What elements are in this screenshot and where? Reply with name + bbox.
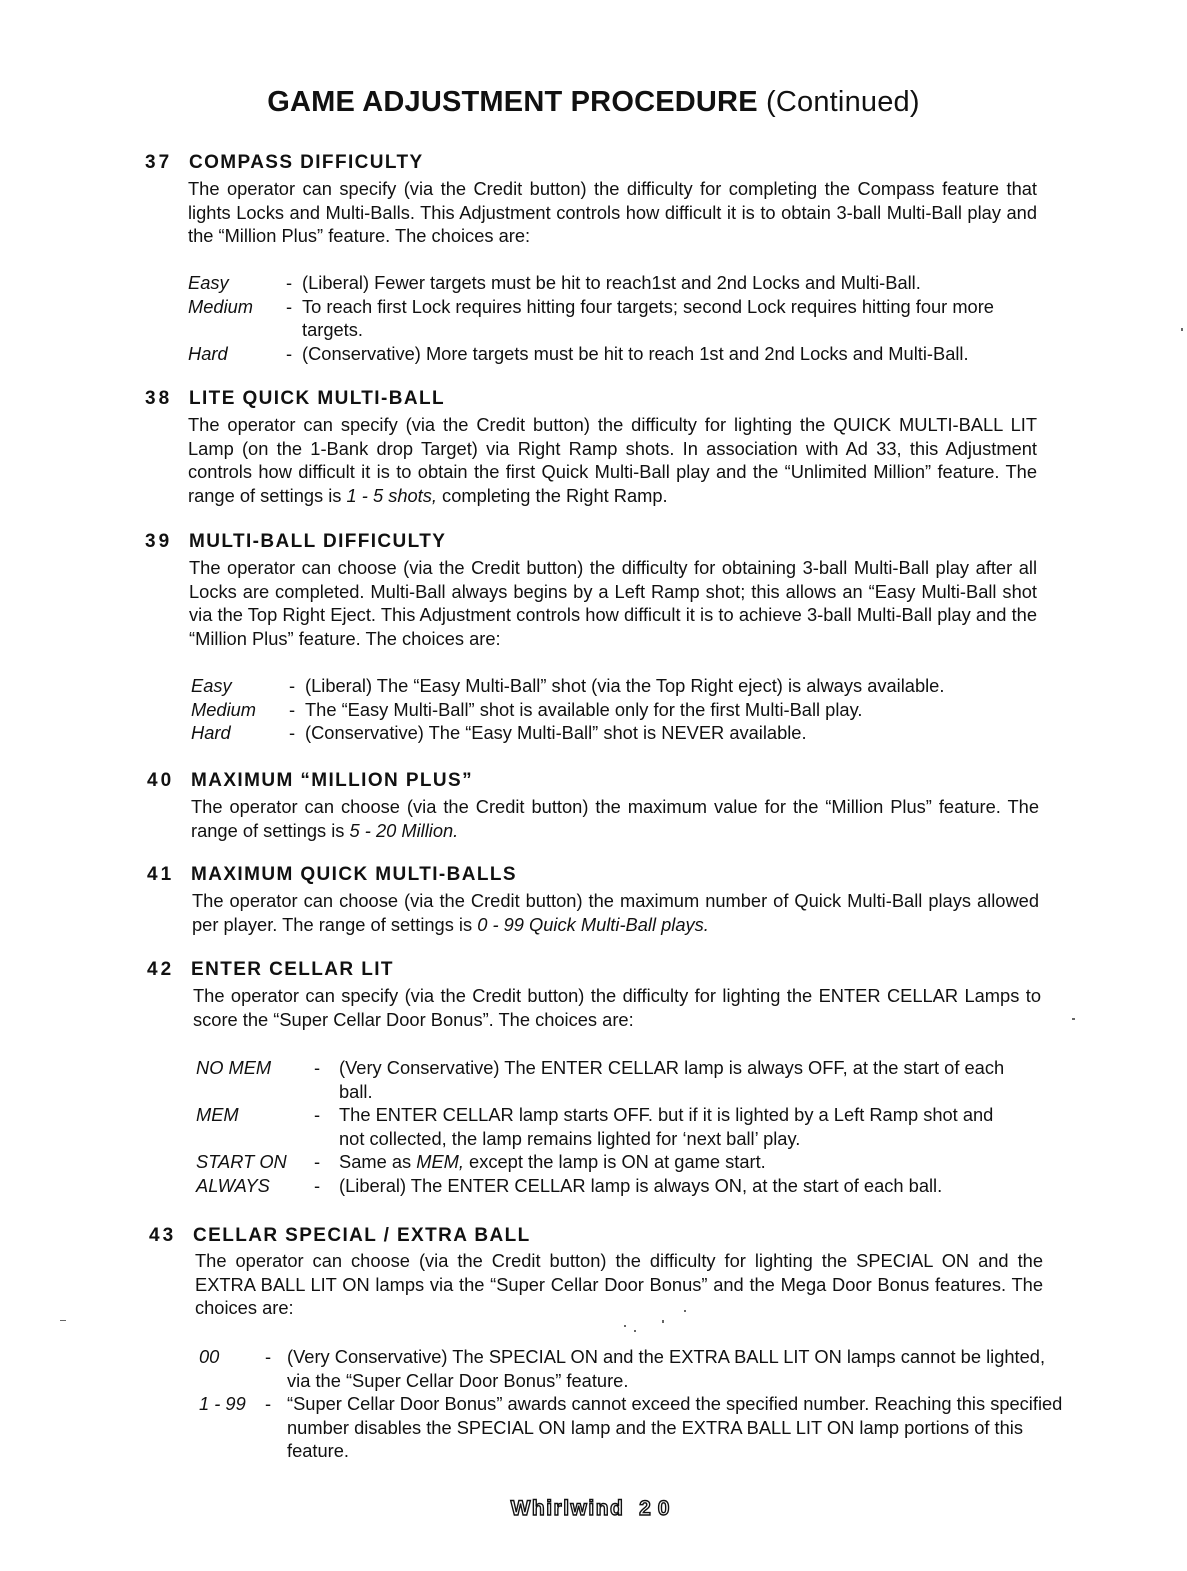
option-row bbox=[196, 1056, 1008, 1103]
body-emphasis: 1 - 5 shots, bbox=[346, 484, 437, 506]
body-emphasis: 0 - 99 Quick Multi-Ball plays. bbox=[477, 913, 709, 935]
footer-game-name: Whirlwind bbox=[510, 1497, 625, 1520]
section-title: COMPASS DIFFICULTY bbox=[189, 152, 424, 173]
section-39-heading bbox=[145, 531, 446, 553]
option-dash: - bbox=[289, 698, 296, 720]
option-desc: (Conservative) The “Easy Multi-Ball” shot is NEVER available. bbox=[305, 722, 807, 743]
section-title: LITE QUICK MULTI-BALL bbox=[189, 388, 445, 409]
scan-speck bbox=[1072, 1018, 1075, 1020]
scan-speck bbox=[662, 1320, 664, 1323]
option-dash: - bbox=[289, 722, 296, 743]
page-title bbox=[0, 86, 1187, 119]
section-38-heading bbox=[145, 388, 445, 410]
option-row bbox=[191, 698, 1041, 722]
option-row bbox=[188, 295, 1043, 342]
option-dash: - bbox=[314, 1174, 321, 1196]
option-key: Hard bbox=[188, 342, 228, 364]
option-dash: - bbox=[314, 1151, 321, 1172]
section-number: 38 bbox=[145, 388, 173, 409]
scan-speck bbox=[624, 1325, 626, 1327]
option-key: Easy bbox=[191, 675, 232, 696]
section-number: 40 bbox=[147, 770, 175, 791]
option-dash: - bbox=[265, 1393, 272, 1414]
section-title: MULTI-BALL DIFFICULTY bbox=[189, 531, 447, 552]
option-desc: “Super Cellar Door Bonus” awards cannot exceed the specified number. Reaching this specified number disables the SPECIAL ON lamp and the EXTRA BALL LIT ON lamp portions of this feature. bbox=[287, 1393, 1063, 1461]
section-41-heading bbox=[147, 864, 517, 886]
section-39-body: The operator can choose (via the Credit button) the difficulty for obtaining 3-ball Multi-Ball play after all Locks are completed. Multi-Ball always begins by a Left Ramp shot; this allows an “Easy Multi-Ball shot via the Top Right Eject. This Adjustment controls how difficult it is to achieve 3-ball Multi-Ball play and the “Million Plus” feature. The choices are: bbox=[189, 557, 1037, 649]
option-desc-emphasis: MEM, bbox=[416, 1151, 464, 1172]
option-row bbox=[191, 721, 1041, 745]
option-row bbox=[199, 1392, 1065, 1463]
section-40-heading bbox=[147, 770, 473, 792]
footer-page-number: 20 bbox=[639, 1497, 677, 1520]
option-dash: - bbox=[286, 295, 293, 317]
option-dash: - bbox=[286, 272, 293, 293]
option-desc: To reach first Lock requires hitting four targets; second Lock requires hitting four more targets. bbox=[302, 295, 994, 340]
section-title: CELLAR SPECIAL / EXTRA BALL bbox=[193, 1225, 531, 1246]
option-desc: The ENTER CELLAR lamp starts OFF. but if it is lighted by a Left Ramp shot and not collected, the lamp remains lighted for ‘next ball’ play. bbox=[339, 1104, 994, 1149]
option-key: Medium bbox=[191, 698, 257, 720]
section-43-heading bbox=[149, 1225, 531, 1247]
option-desc: (Conservative) More targets must be hit to reach 1st and 2nd Locks and Multi-Ball. bbox=[302, 342, 969, 364]
section-40-body bbox=[191, 795, 1039, 842]
option-desc: (Liberal) The “Easy Multi-Ball” shot (via the Top Right eject) is always available. bbox=[305, 675, 945, 696]
option-desc: (Very Conservative) The SPECIAL ON and the EXTRA BALL LIT ON lamps cannot be lighted, via the “Super Cellar Door Bonus” feature. bbox=[287, 1346, 1046, 1391]
option-dash: - bbox=[289, 675, 296, 696]
body-text: The operator can specify (via the Credit button) the difficulty for lighting the QUICK MULTI-BALL LIT Lamp (on the 1-Bank drop Target) via Right Ramp shots. In association with Ad 33, this Adjustment controls how difficult it is to obtain the first Quick Multi-Ball play and the “Unlimited Million” feature. The range of settings is bbox=[188, 414, 1037, 506]
section-37-body: The operator can specify (via the Credit button) the difficulty for completing the Compass feature that lights Locks and Multi-Balls. This Adjustment controls how difficult it is to obtain 3-ball Multi-Ball play and the “Million Plus” feature. The choices are: bbox=[188, 178, 1037, 246]
option-desc: (Very Conservative) The ENTER CELLAR lamp is always OFF, at the start of each ball. bbox=[339, 1057, 1005, 1102]
body-emphasis: 5 - 20 Million. bbox=[349, 819, 459, 841]
option-row bbox=[196, 1150, 1008, 1174]
page-title-continued: (Continued) bbox=[766, 86, 920, 118]
section-title: MAXIMUM QUICK MULTI-BALLS bbox=[191, 864, 517, 885]
body-text: completing the Right Ramp. bbox=[436, 484, 668, 506]
option-row bbox=[196, 1103, 1008, 1150]
option-dash: - bbox=[314, 1057, 321, 1078]
section-38-body bbox=[188, 413, 1037, 507]
section-41-body bbox=[192, 889, 1039, 936]
option-key: MEM bbox=[196, 1104, 239, 1125]
option-key: Medium bbox=[188, 295, 254, 317]
section-title: ENTER CELLAR LIT bbox=[191, 959, 394, 980]
option-key: 1 - 99 bbox=[199, 1393, 246, 1414]
section-title: MAXIMUM “MILLION PLUS” bbox=[191, 770, 474, 791]
option-row bbox=[188, 342, 1043, 366]
option-dash: - bbox=[265, 1346, 272, 1367]
section-number: 42 bbox=[147, 959, 175, 980]
section-42-body: The operator can specify (via the Credit button) the difficulty for lighting the ENTER CELLAR Lamps to score the “Super Cellar Door Bonus”. The choices are: bbox=[193, 985, 1041, 1030]
option-desc bbox=[339, 1150, 1008, 1174]
scan-speck bbox=[634, 1330, 636, 1332]
option-desc-text: Same as bbox=[339, 1151, 417, 1172]
option-desc-text: except the lamp is ON at game start. bbox=[463, 1151, 766, 1172]
option-row bbox=[188, 271, 1043, 295]
option-key: 00 bbox=[199, 1346, 220, 1367]
section-number: 43 bbox=[149, 1225, 177, 1246]
scan-speck bbox=[684, 1310, 686, 1312]
option-row bbox=[191, 674, 1041, 698]
body-text: The operator can choose (via the Credit button) the maximum value for the “Million Plus” feature. The range of settings is bbox=[191, 796, 1039, 841]
section-number: 37 bbox=[145, 152, 173, 173]
option-key: Easy bbox=[188, 272, 229, 293]
section-43-body: The operator can choose (via the Credit button) the difficulty for lighting the SPECIAL ON and the EXTRA BALL LIT ON lamps via the “Super Cellar Door Bonus” and the Mega Door Bonus features. The choices are: bbox=[195, 1250, 1043, 1318]
section-43-options bbox=[199, 1345, 1065, 1463]
option-row bbox=[199, 1345, 1065, 1392]
section-37-heading bbox=[145, 152, 424, 174]
option-key: Hard bbox=[191, 722, 231, 743]
section-number: 39 bbox=[145, 531, 173, 552]
section-42-heading bbox=[147, 959, 394, 981]
option-dash: - bbox=[286, 342, 293, 364]
section-39-options bbox=[191, 674, 1041, 745]
option-desc: (Liberal) Fewer targets must be hit to reach1st and 2nd Locks and Multi-Ball. bbox=[302, 272, 921, 293]
body-text: The operator can choose (via the Credit button) the maximum number of Quick Multi-Ball plays allowed per player. The range of settings is bbox=[192, 890, 1039, 935]
scan-speck bbox=[60, 1320, 66, 1321]
section-42-options bbox=[196, 1056, 1008, 1197]
option-desc: The “Easy Multi-Ball” shot is available only for the first Multi-Ball play. bbox=[305, 698, 863, 720]
section-number: 41 bbox=[147, 864, 175, 885]
option-key: NO MEM bbox=[196, 1057, 272, 1078]
option-key: START ON bbox=[196, 1151, 287, 1172]
option-desc: (Liberal) The ENTER CELLAR lamp is always ON, at the start of each ball. bbox=[339, 1174, 943, 1196]
option-dash: - bbox=[314, 1104, 321, 1125]
option-key: ALWAYS bbox=[196, 1174, 270, 1196]
page-title-main: GAME ADJUSTMENT PROCEDURE bbox=[267, 86, 758, 118]
scan-speck bbox=[1181, 328, 1183, 331]
option-row bbox=[196, 1174, 1008, 1198]
page-footer bbox=[0, 1497, 1187, 1521]
section-37-options bbox=[188, 271, 1043, 365]
